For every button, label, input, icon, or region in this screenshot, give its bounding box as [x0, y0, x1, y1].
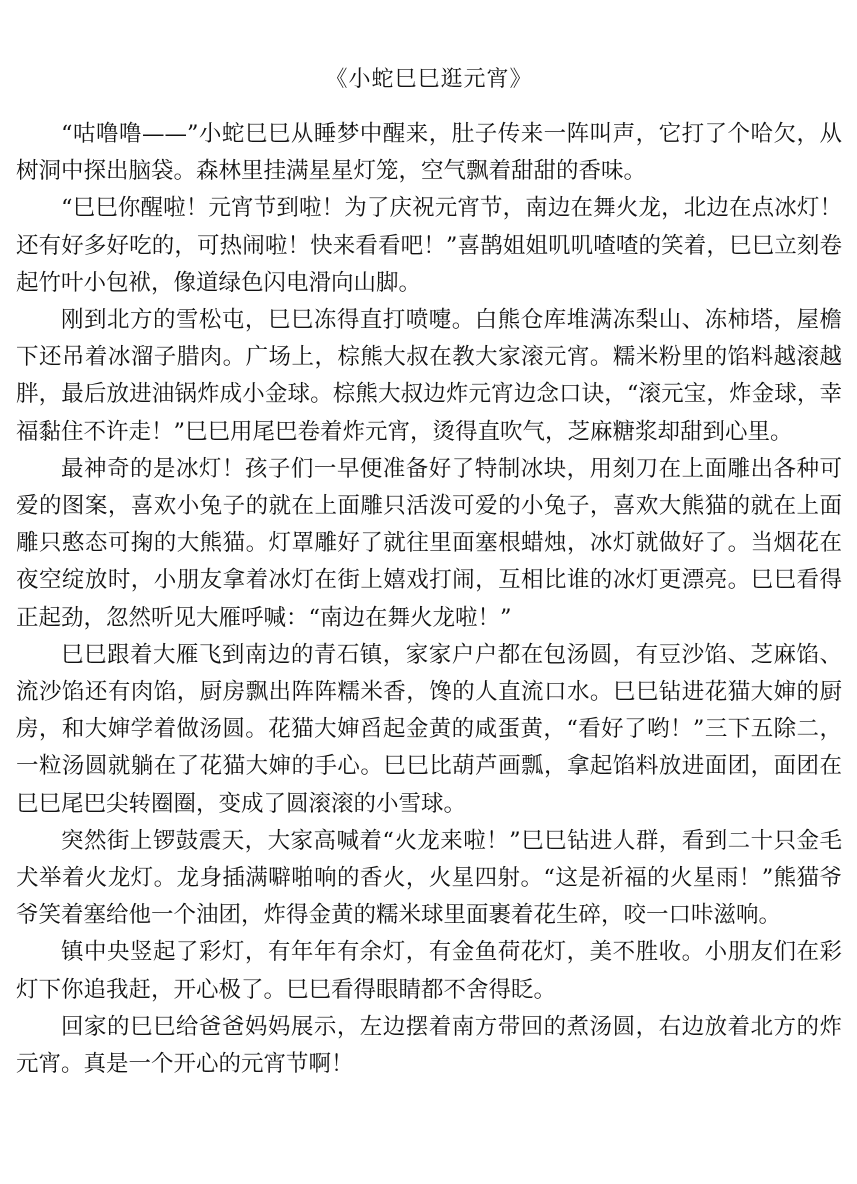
document-title: 《小蛇巳巳逛元宵》 — [325, 67, 533, 92]
paragraph: 巳巳跟着大雁飞到南边的青石镇，家家户户都在包汤圆，有豆沙馅、芝麻馅、流沙馅还有肉馅，厨房飘出阵阵糯米香，馋的人直流口水。巳巳钻进花猫大婶的厨房，和大婶学着做汤圆。花猫大婶舀起金黄的咸蛋黄，“看好了哟！”三下五除二，一粒汤圆就躺在了花猫大婶的手心。巳巳比葫芦画瓢，拿起馅料放进面团，面团在巳巳尾巴尖转圈圈，变成了圆滚滚的小雪球。 — [16, 641, 842, 817]
paragraph: 镇中央竖起了彩灯，有年年有余灯，有金鱼荷花灯，美不胜收。小朋友们在彩灯下你追我赶，开心极了。巳巳看得眼睛都不舍得眨。 — [16, 939, 842, 1003]
paragraph: 刚到北方的雪松屯，巳巳冻得直打喷嚏。白熊仓库堆满冻梨山、冻柿塔，屋檐下还吊着冰溜子腊肉。广场上，棕熊大叔在教大家滚元宵。糯米粉里的馅料越滚越胖，最后放进油锅炸成小金球。棕熊大叔边炸元宵边念口诀，“滚元宝，炸金球，幸福黏住不许走！”巳巳用尾巴卷着炸元宵，烫得直吹气，芝麻糖浆却甜到心里。 — [16, 307, 842, 445]
paragraph: “咕噜噜——”小蛇巳巳从睡梦中醒来，肚子传来一阵叫声，它打了个哈欠，从树洞中探出脑袋。森林里挂满星星灯笼，空气飘着甜甜的香味。 — [16, 121, 842, 185]
document-page — [16, 62, 842, 1083]
paragraph: 回家的巳巳给爸爸妈妈展示，左边摆着南方带回的煮汤圆，右边放着北方的炸元宵。真是一个开心的元宵节啊！ — [16, 1013, 842, 1078]
paragraph: 突然街上锣鼓震天，大家高喊着“火龙来啦！”巳巳钻进人群，看到二十只金毛犬举着火龙灯。龙身插满噼啪响的香火，火星四射。“这是祈福的火星雨！”熊猫爷爷笑着塞给他一个油团，炸得金黄的糯米球里面裹着花生碎，咬一口咔滋响。 — [16, 827, 842, 929]
paragraph: “巳巳你醒啦！元宵节到啦！为了庆祝元宵节，南边在舞火龙，北边在点冰灯！还有好多好吃的，可热闹啦！快来看看吧！”喜鹊姐姐叽叽喳喳的笑着，巳巳立刻卷起竹叶小包袱，像道绿色闪电滑向山脚。 — [16, 195, 842, 296]
paragraph: 最神奇的是冰灯！孩子们一早便准备好了特制冰块，用刻刀在上面雕出各种可爱的图案，喜欢小兔子的就在上面雕只活泼可爱的小兔子，喜欢大熊猫的就在上面雕只憨态可掬的大熊猫。灯罩雕好了就往里面塞根蜡烛，冰灯就做好了。当烟花在夜空绽放时，小朋友拿着冰灯在街上嬉戏打闹，互相比谁的冰灯更漂亮。巳巳看得正起劲，忽然听见大雁呼喊：“南边在舞火龙啦！” — [16, 455, 842, 631]
